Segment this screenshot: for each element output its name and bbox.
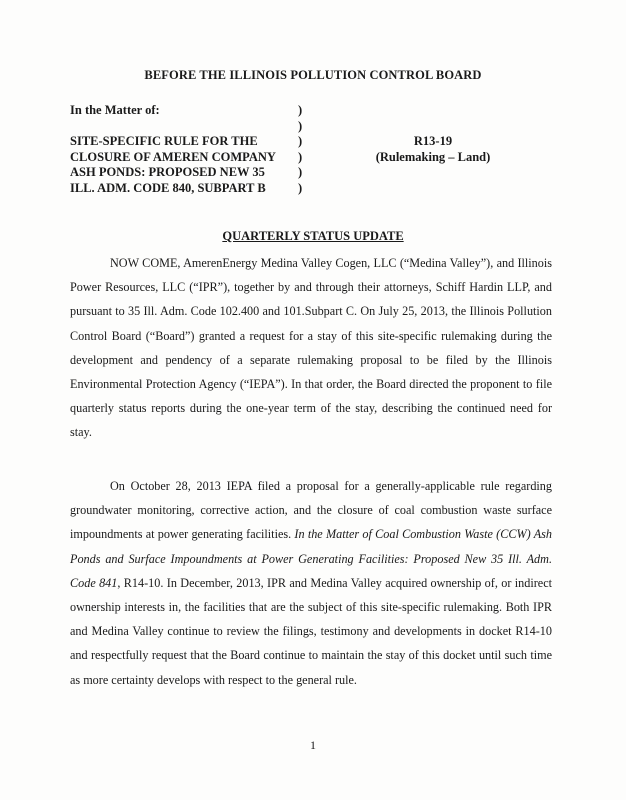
docket-type: (Rulemaking – Land)	[375, 149, 491, 164]
caption-line: ASH PONDS: PROPOSED NEW 35	[70, 165, 265, 179]
caption-line: SITE-SPECIFIC RULE FOR THE	[70, 134, 258, 148]
paren-mark: )	[298, 165, 303, 179]
board-title: BEFORE THE ILLINOIS POLLUTION CONTROL BOARD	[144, 68, 482, 82]
paragraph-2-text: , R14-10. In December, 2013, IPR and Medina Valley acquired ownership of, or indirect ownership interests in, the facilities that are the subject of this site-specific rulemaking. Both IPR and Medina Valley continue to review the filings, testimony and developments in docket R14-10 and respectfully request that the Board continue to maintain the stay of this docket until such time as more certainty develops with respect to the general rule.	[70, 575, 552, 687]
case-citation: In the Matter of Coal Combustion Waste (CCW) Ash Ponds and Surface Impoundments at Power Generating Facilities: Proposed New 35 Ill. Adm. Code 841	[70, 527, 553, 590]
docket-number: R13-19	[413, 134, 453, 148]
caption-line: In the Matter of:	[70, 103, 160, 117]
caption-matter	[70, 103, 276, 196]
paragraph-2	[70, 474, 552, 692]
paren-mark: )	[298, 149, 303, 164]
docket-info	[368, 134, 498, 165]
caption-line: ILL. ADM. CODE 840, SUBPART B	[70, 180, 266, 195]
caption-line	[70, 119, 276, 135]
paren-mark: )	[298, 180, 303, 195]
paragraph-2-text: On October 28, 2013 IEPA filed a proposal for a generally-applicable rule regarding groundwater monitoring, corrective action, and the closure of coal combustion waste surface impoundments at power generating facilities.	[70, 479, 552, 542]
paren-mark: )	[298, 103, 303, 117]
case-caption	[70, 103, 550, 203]
document-title: QUARTERLY STATUS UPDATE	[222, 229, 404, 243]
page-number: 1	[310, 738, 316, 752]
caption-line: CLOSURE OF AMEREN COMPANY	[70, 149, 276, 164]
paren-mark: )	[298, 134, 303, 148]
caption-parentheses	[298, 103, 302, 196]
paragraph-1: NOW COME, AmerenEnergy Medina Valley Cogen, LLC (“Medina Valley”), and Illinois Power Resources, LLC (“IPR”), together by and through their attorneys, Schiff Hardin LLP, and pursuant to 35 Ill. Adm. Code 102.400 and 101.Subpart C. On July 25, 2013, the Illinois Pollution Control Board (“Board”) granted a request for a stay of this site-specific rulemaking during the development and pendency of a separate rulemaking proposal to be filed by the Illinois Environmental Protection Agency (“IEPA”). In that order, the Board directed the proponent to file quarterly status reports during the one-year term of the stay, describing the continued need for stay.	[70, 256, 552, 440]
paren-mark: )	[298, 118, 303, 133]
